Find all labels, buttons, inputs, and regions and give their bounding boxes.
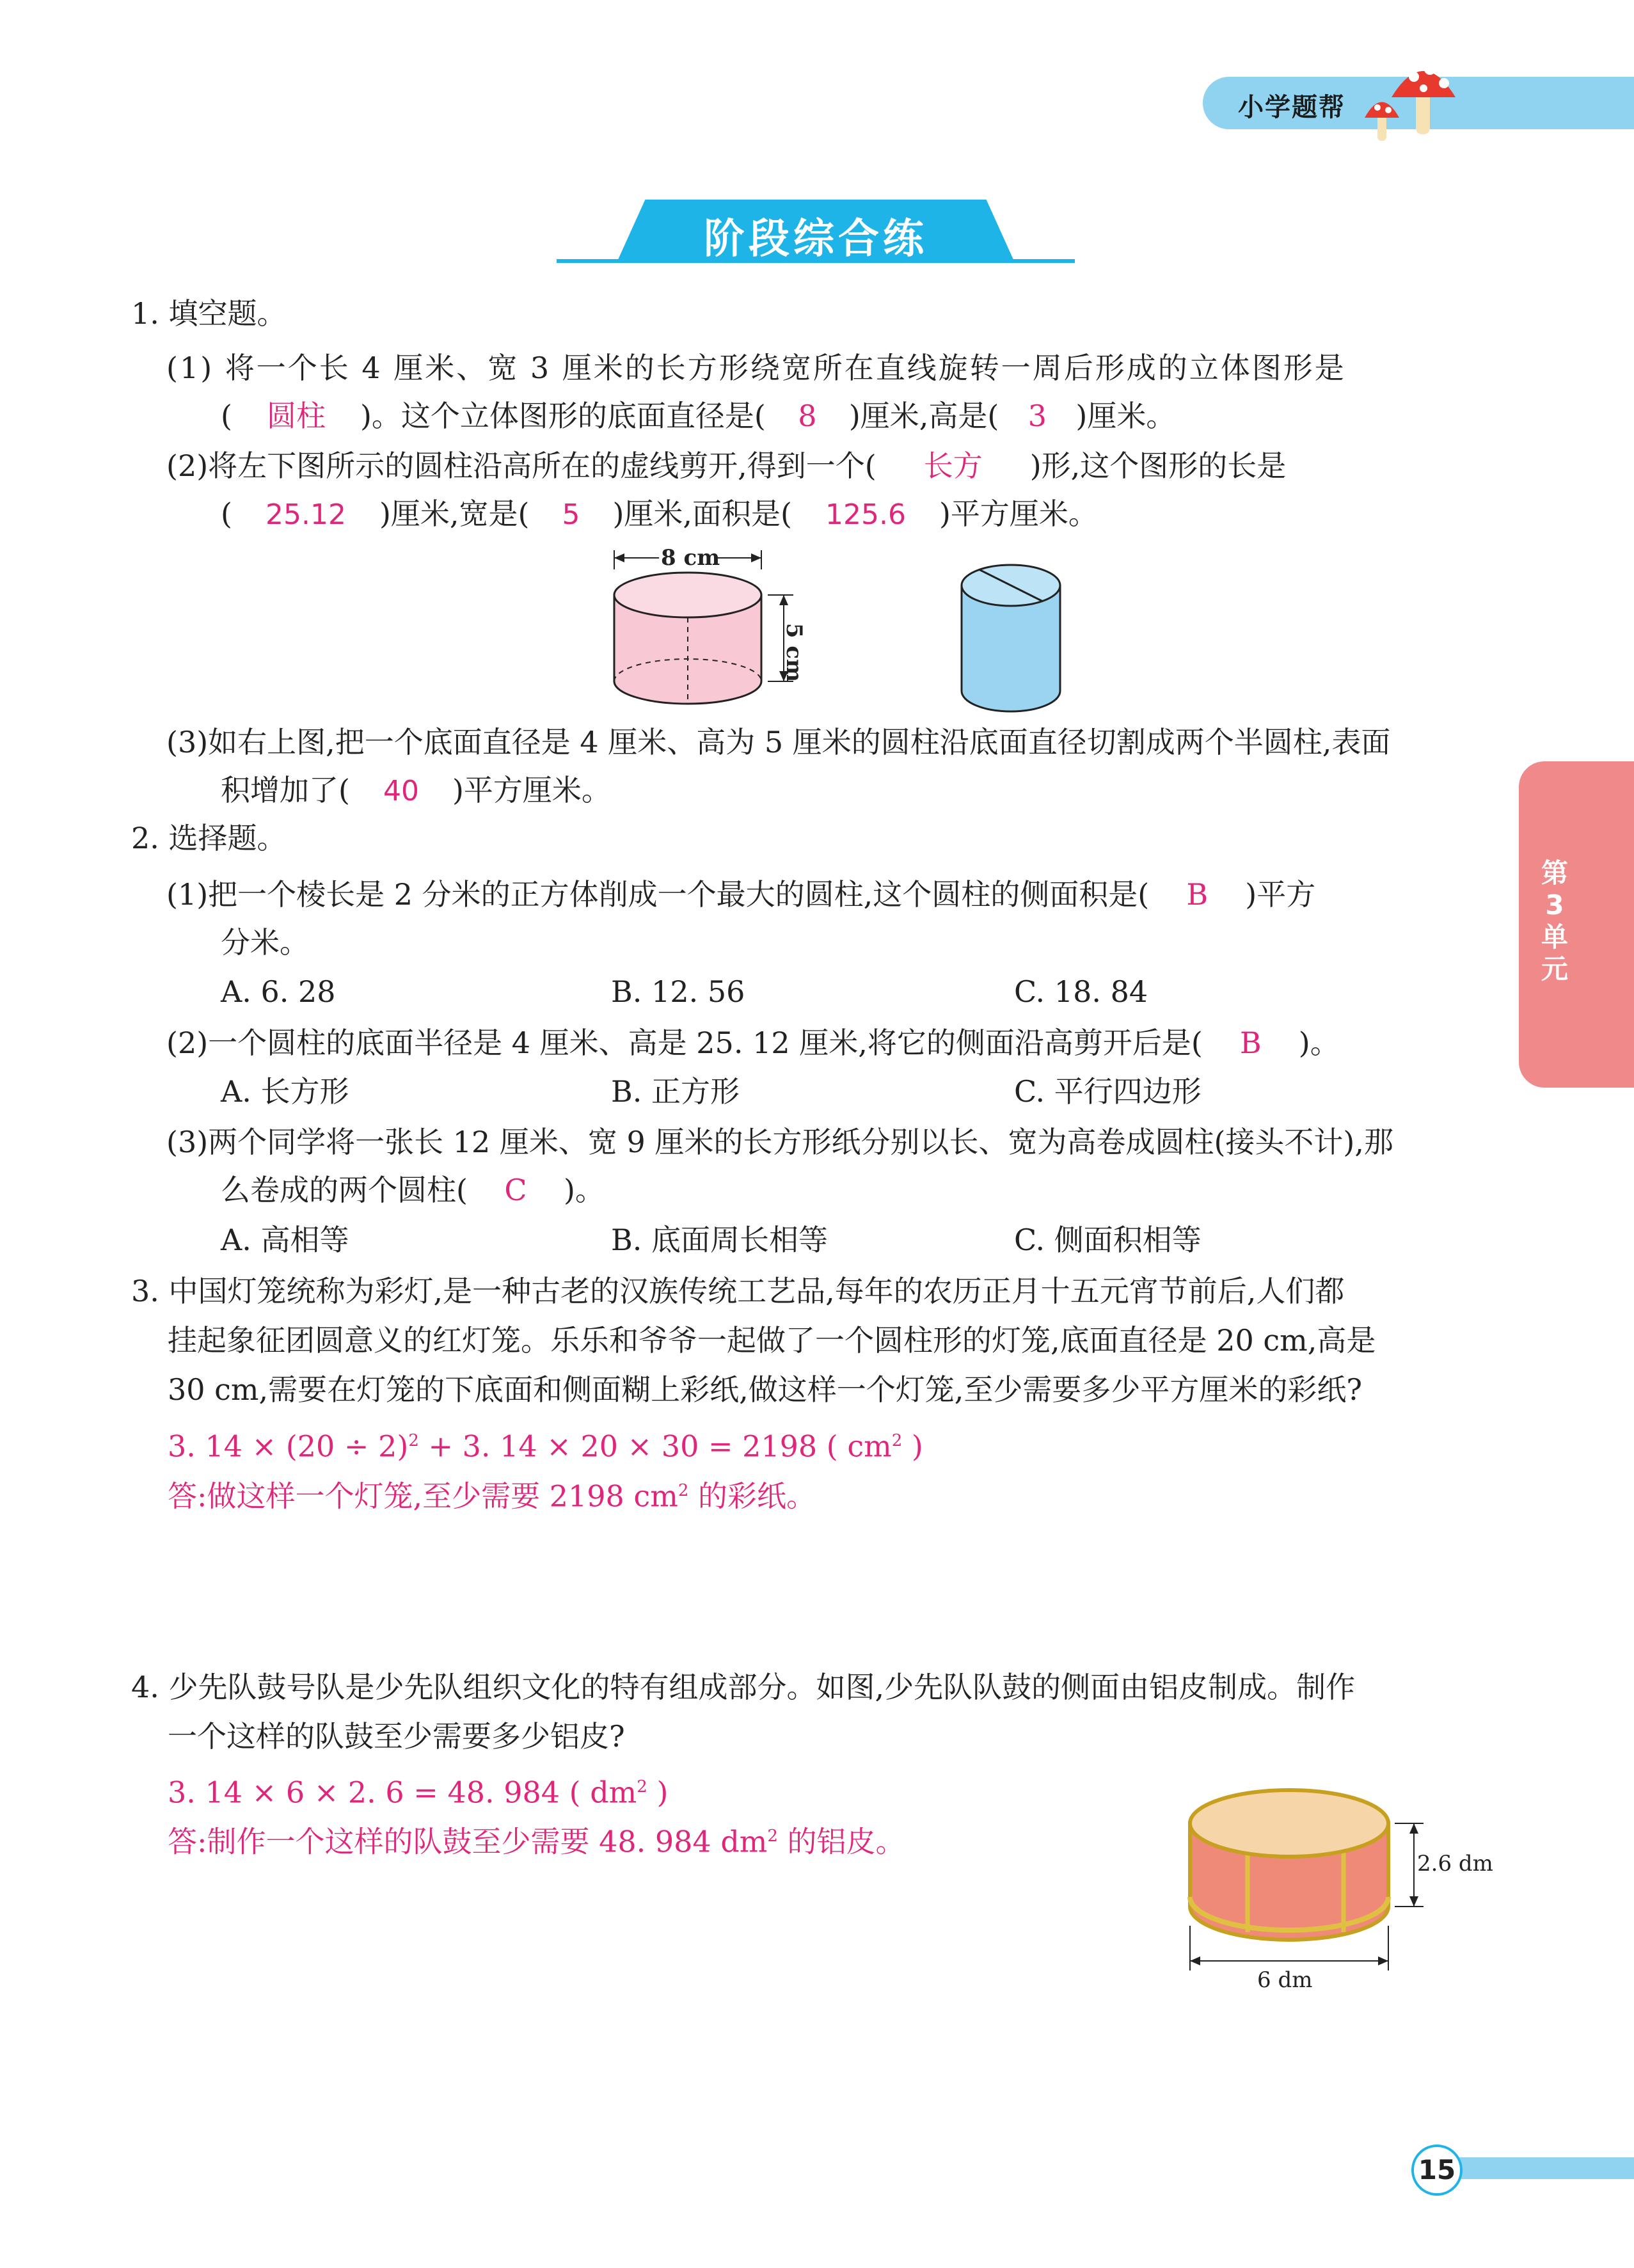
q3-line1: 3. 中国灯笼统称为彩灯,是一种古老的汉族传统工艺品,每年的农历正月十五元宵节前后,人们都 [131, 1274, 1345, 1308]
answer-blank: B [1239, 1026, 1262, 1060]
page-number: 15 [1411, 2145, 1463, 2196]
answer-blank: 圆柱 [266, 399, 326, 433]
q3-answer: 答:做这样一个灯笼,至少需要 2198 $cm^2$ 的彩纸。 [168, 1479, 816, 1514]
q3-line3: 30 cm,需要在灯笼的下底面和侧面糊上彩纸,做这样一个灯笼,至少需要多少平方厘米的彩纸? [168, 1372, 1363, 1407]
option: A. 6. 28 [221, 974, 336, 1009]
q1-p1-line1: (1) 将一个长 4 厘米、宽 3 厘米的长方形绕宽所在直线旋转一周后形成的立体图形是 [166, 351, 1346, 385]
answer-blank: 8 [798, 399, 817, 433]
q1-p3-line1: (3)如右上图,把一个底面直径是 4 厘米、高为 5 厘米的圆柱沿底面直径切割成两个半圆柱,表面 [166, 725, 1391, 759]
answer-blank: 5 [562, 498, 580, 531]
answer-blank: 125.6 [825, 498, 906, 531]
answer-blank: 40 [383, 775, 419, 807]
q1-heading: 1. 填空题。 [131, 296, 287, 331]
unit-label: 第3单元 [1541, 857, 1568, 985]
option: A. 长方形 [221, 1074, 349, 1109]
q1-p2-line1: (2)将左下图所示的圆柱沿高所在的虚线剪开,得到一个( 长方 )形,这个图形的长是 [166, 447, 1286, 485]
answer-blank: C [504, 1173, 527, 1207]
answer-blank: B [1186, 877, 1209, 912]
q4-answer: 答:制作一个这样的队鼓至少需要 48. 984 $dm^2$ 的铝皮。 [168, 1824, 905, 1859]
height-label: 5 cm [781, 623, 807, 683]
q2-p2-line1: (2)一个圆柱的底面半径是 4 厘米、高是 25. 12 厘米,将它的侧面沿高剪开后是( B )。 [166, 1024, 1340, 1062]
q1-p1-line2: ( 圆柱 )。这个立体图形的底面直径是( 8 )厘米,高是( 3 )厘米。 [221, 397, 1175, 435]
q2-p3-line1: (3)两个同学将一张长 12 厘米、宽 9 厘米的长方形纸分别以长、宽为高卷成圆柱(接头不计),那 [166, 1125, 1393, 1159]
width-label: 8 cm [661, 545, 720, 571]
answer-blank: 3 [1027, 399, 1047, 433]
q1-p3-line2: 积增加了( 40 )平方厘米。 [221, 771, 611, 811]
option: B. 12. 56 [611, 974, 745, 1009]
q2-p1-line2: 分米。 [221, 925, 309, 960]
option: B. 正方形 [611, 1074, 740, 1109]
drum-width-label: 6 dm [1257, 1967, 1313, 1993]
q2-p1-line1: (1)把一个棱长是 2 分米的正方体削成一个最大的圆柱,这个圆柱的侧面积是( B )平方 [166, 875, 1315, 914]
page-number-bar [1433, 2157, 1634, 2179]
page-title: 阶段综合练 [704, 216, 928, 263]
drum-figure [1177, 1772, 1452, 1983]
option: B. 底面周长相等 [611, 1223, 829, 1257]
q4-line2: 一个这样的队鼓至少需要多少铝皮? [168, 1719, 625, 1754]
mushroom-icon [1353, 51, 1468, 147]
q3-line2: 挂起象征团圆意义的红灯笼。乐乐和爷爷一起做了一个圆柱形的灯笼,底面直径是 20 cm,高是 [168, 1323, 1376, 1358]
blue-cylinder-figure [956, 553, 1065, 726]
option: A. 高相等 [221, 1223, 349, 1257]
answer-blank: 25.12 [265, 498, 346, 531]
option: C. 18. 84 [1014, 974, 1148, 1009]
q3-calculation: 3. $14 \times (20 \div 2)^2 + 3$. 14 × 20 × 30 = 2198 ( $cm^2$ ) [168, 1429, 923, 1464]
q2-heading: 2. 选择题。 [131, 821, 287, 855]
q2-p3-line2: 么卷成的两个圆柱( C )。 [221, 1171, 605, 1209]
q1-p2-line2: ( 25.12 )厘米,宽是( 5 )厘米,面积是( 125.6 )平方厘米。 [221, 495, 1098, 534]
option: C. 侧面积相等 [1014, 1223, 1202, 1257]
answer-blank: 长方 [923, 448, 983, 483]
q4-line1: 4. 少先队鼓号队是少先队组织文化的特有组成部分。如图,少先队队鼓的侧面由铝皮制成。制作 [131, 1670, 1356, 1704]
brand-label: 小学题帮 [1238, 93, 1345, 122]
drum-height-label: 2.6 dm [1417, 1851, 1493, 1876]
option: C. 平行四边形 [1014, 1074, 1202, 1109]
q4-calculation: 3. 14 × 6 × 2. 6 = 48. 984 ( $dm^2$ ) [168, 1775, 669, 1810]
